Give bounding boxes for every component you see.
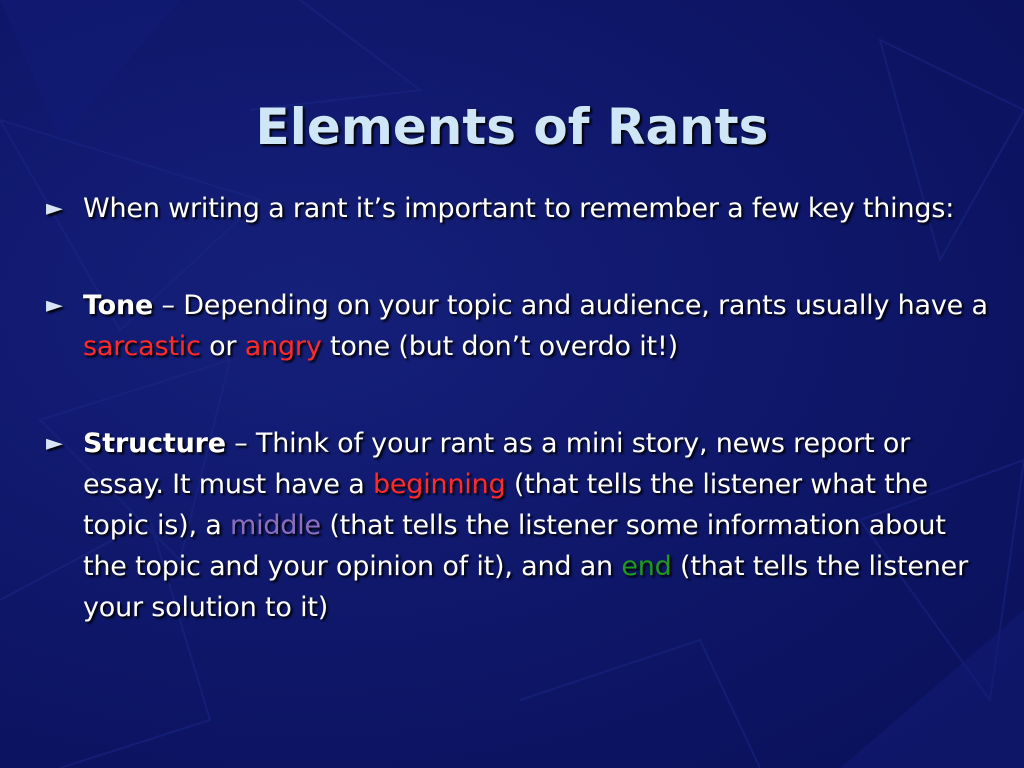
structure-text-3: (that tells the listener some information about the topic and your opinion of it), and an — [83, 510, 946, 582]
tone-text-2: or — [200, 331, 245, 362]
triangle-right-icon: ► — [46, 196, 63, 221]
tone-text-3: tone (but don’t overdo it!) — [321, 331, 678, 362]
bullet-list — [46, 188, 996, 628]
highlight-end: end — [621, 551, 672, 582]
bullet-intro — [46, 188, 996, 229]
highlight-middle: middle — [229, 510, 321, 541]
highlight-angry: angry — [244, 331, 322, 362]
triangle-right-icon: ► — [46, 293, 63, 318]
tone-text-1: – Depending on your topic and audience, rants usually have a — [153, 290, 988, 321]
bullet-tone — [46, 285, 996, 367]
slide-title: Elements of Rants — [255, 97, 769, 156]
bullet-intro-text: When writing a rant it’s important to remember a few key things: — [83, 193, 955, 224]
highlight-sarcastic: sarcastic — [83, 331, 201, 362]
structure-text-4: (that tells the listener your solution to it) — [83, 551, 968, 623]
structure-text-2: (that tells the listener what the topic is), a — [83, 469, 928, 541]
triangle-right-icon: ► — [46, 431, 63, 456]
highlight-beginning: beginning — [372, 469, 506, 500]
term-tone: Tone — [83, 290, 154, 321]
structure-text-1: – Think of your rant as a mini story, news report or essay. It must have a — [83, 428, 911, 500]
bullet-structure — [46, 423, 996, 628]
term-structure: Structure — [83, 428, 226, 459]
